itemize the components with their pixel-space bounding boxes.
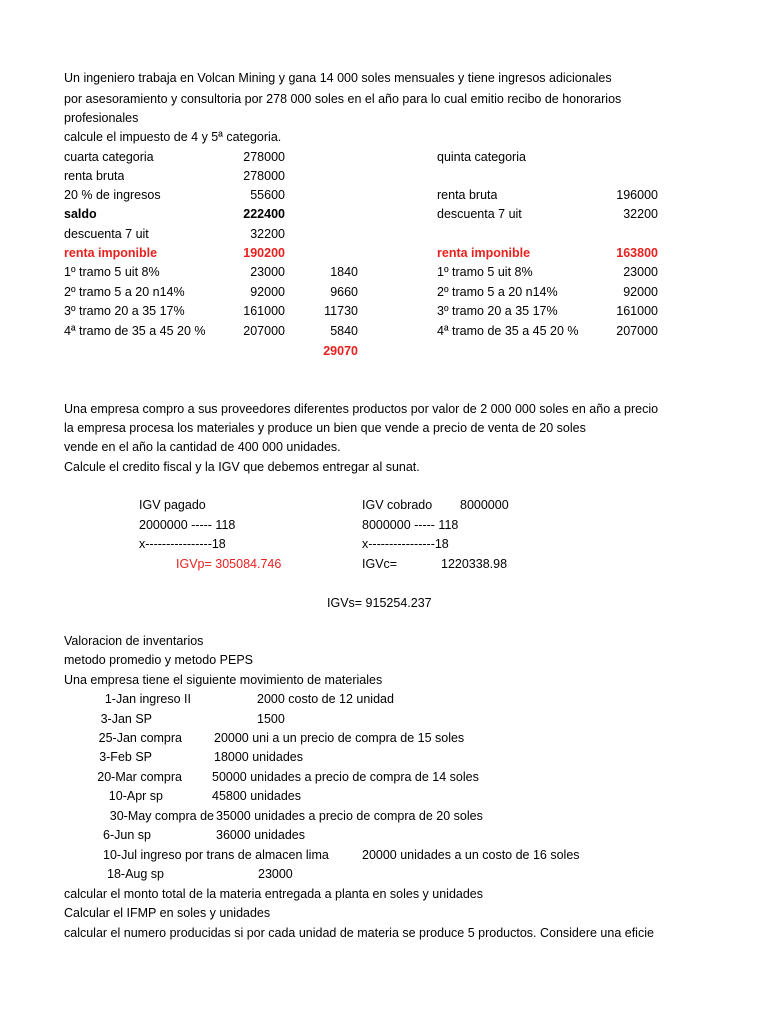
cuarta-tramo-tax: 11730 <box>324 304 358 318</box>
quinta-renta-imponible-label: renta imponible <box>437 246 531 260</box>
cuarta-row-label: renta bruta <box>64 169 125 183</box>
problem3-question-3: calcular el numero producidas si por cada unidad de materia se produce 5 productos. Considere una eficie <box>64 926 654 940</box>
quinta-tramo-label: 1º tramo 5 uit 8% <box>437 265 533 279</box>
cuarta-tramo-value: 23000 <box>250 265 285 279</box>
cuarta-heading: cuarta categoria <box>64 150 154 164</box>
movement-date: 10-Jul ingreso por trans de almacen lima <box>103 848 329 862</box>
cuarta-renta-imponible-label: renta imponible <box>64 246 158 260</box>
movement-date: 3-Feb SP <box>99 750 152 764</box>
quinta-renta-imponible-value: 163800 <box>616 246 658 260</box>
cuarta-row-label: saldo <box>64 207 97 221</box>
problem3-question-1: calcular el monto total de la materia entregada a planta en soles y unidades <box>64 887 484 901</box>
movement-date: 25-Jan compra <box>98 731 182 745</box>
igv-pagado-x: x----------------18 <box>139 537 226 551</box>
movement-date: 6-Jun sp <box>103 828 151 842</box>
cuarta-tramo-label: 1º tramo 5 uit 8% <box>64 265 160 279</box>
movement-desc: 18000 unidades <box>214 750 303 764</box>
cuarta-row-label: descuenta 7 uit <box>64 227 149 241</box>
problem1-line-3: profesionales <box>64 111 139 125</box>
cuarta-tramo-tax: 9660 <box>330 285 358 299</box>
quinta-row-label: renta bruta <box>437 188 498 202</box>
cuarta-tramo-value: 92000 <box>250 285 285 299</box>
problem2-line-1: Una empresa compro a sus proveedores diferentes productos por valor de 2 000 000 soles en año a precio <box>64 402 659 416</box>
quinta-tramo-value: 161000 <box>616 304 658 318</box>
cuarta-renta-imponible-value: 190200 <box>243 246 285 260</box>
igv-cobrado-x: x----------------18 <box>362 537 449 551</box>
igv-cobrado-result-label: IGVc= <box>362 557 398 571</box>
movement-desc: 50000 unidades a precio de compra de 14 soles <box>212 770 479 784</box>
movement-desc: 20000 uni a un precio de compra de 15 soles <box>214 731 465 745</box>
problem1-line-4: calcule el impuesto de 4 y 5ª categoria. <box>64 130 282 144</box>
problem2-line-4: Calcule el credito fiscal y la IGV que debemos entregar al sunat. <box>64 460 420 474</box>
problem3-question-2: Calcular el IFMP en soles y unidades <box>64 906 271 920</box>
quinta-tramo-value: 23000 <box>623 265 658 279</box>
quinta-tramo-label: 2º tramo 5 a 20 n14% <box>437 285 558 299</box>
quinta-row-value: 32200 <box>623 207 658 221</box>
movement-desc: 35000 unidades a precio de compra de 20 soles <box>216 809 483 823</box>
problem1-line-2: por asesoramiento y consultoria por 278 000 soles en el año para lo cual emitio recibo de honorarios <box>64 92 622 106</box>
quinta-tramo-label: 4ª tramo de 35 a 45 20 % <box>437 324 579 338</box>
movement-date: 18-Aug sp <box>107 867 164 881</box>
movement-date: 20-Mar compra <box>97 770 182 784</box>
igv-pagado-result: IGVp= 305084.746 <box>176 557 282 571</box>
quinta-row-value: 196000 <box>616 188 658 202</box>
movement-date: 30-May compra de <box>109 809 214 823</box>
cuarta-tramo-tax: 5840 <box>330 324 358 338</box>
cuarta-tramo-label: 4ª tramo de 35 a 45 20 % <box>64 324 206 338</box>
movement-desc: 36000 unidades <box>216 828 305 842</box>
cuarta-tramo-tax: 1840 <box>330 265 358 279</box>
cuarta-tramo-value: 207000 <box>243 324 285 338</box>
cuarta-row-value: 32200 <box>250 227 285 241</box>
movement-date: 3-Jan SP <box>100 712 152 726</box>
problem3-line-2: metodo promedio y metodo PEPS <box>64 653 253 667</box>
movement-date: 1-Jan ingreso II <box>104 692 191 706</box>
igvs-result: IGVs= 915254.237 <box>327 596 432 610</box>
problem1-line-1: Un ingeniero trabaja en Volcan Mining y gana 14 000 soles mensuales y tiene ingresos adicionales <box>64 71 612 85</box>
igv-cobrado-title: IGV cobrado <box>362 498 433 512</box>
problem2-line-3: vende en el año la cantidad de 400 000 unidades. <box>64 440 341 454</box>
problem3-line-1: Valoracion de inventarios <box>64 634 204 648</box>
cuarta-heading-value: 278000 <box>243 150 285 164</box>
cuarta-tramo-label: 2º tramo 5 a 20 n14% <box>64 285 185 299</box>
problem2-line-2: la empresa procesa los materiales y produce un bien que vende a precio de venta de 20 soles <box>64 421 586 435</box>
cuarta-tramo-label: 3º tramo 20 a 35 17% <box>64 304 185 318</box>
cuarta-tramo-value: 161000 <box>243 304 285 318</box>
movement-desc: 23000 <box>258 867 293 881</box>
igv-pagado-ratio: 2000000 ----- 118 <box>139 518 236 532</box>
igv-pagado-title: IGV pagado <box>139 498 206 512</box>
quinta-row-label: descuenta 7 uit <box>437 207 522 221</box>
igv-cobrado-value: 8000000 <box>460 498 509 512</box>
movement-desc: 2000 costo de 12 unidad <box>257 692 394 706</box>
problem3-line-3: Una empresa tiene el siguiente movimiento de materiales <box>64 673 383 687</box>
cuarta-total-tax: 29070 <box>323 344 358 358</box>
igv-cobrado-ratio: 8000000 ----- 118 <box>362 518 459 532</box>
cuarta-row-value: 278000 <box>243 169 285 183</box>
quinta-tramo-value: 207000 <box>616 324 658 338</box>
cuarta-row-label: 20 % de ingresos <box>64 188 161 202</box>
quinta-tramo-value: 92000 <box>623 285 658 299</box>
quinta-heading: quinta categoria <box>437 150 526 164</box>
quinta-tramo-label: 3º tramo 20 a 35 17% <box>437 304 558 318</box>
movement-desc: 20000 unidades a un costo de 16 soles <box>362 848 580 862</box>
cuarta-row-value: 222400 <box>243 207 285 221</box>
cuarta-row-value: 55600 <box>250 188 285 202</box>
movement-desc: 1500 <box>257 712 285 726</box>
movement-desc: 45800 unidades <box>212 789 301 803</box>
igv-cobrado-result-value: 1220338.98 <box>441 557 508 571</box>
movement-date: 10-Apr sp <box>108 789 163 803</box>
